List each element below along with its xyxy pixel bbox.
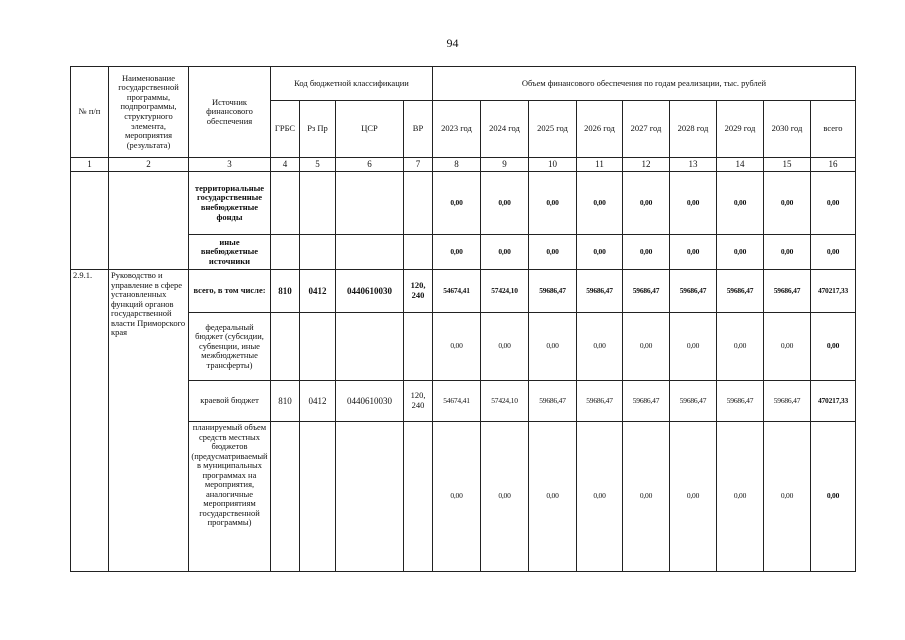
row-source: территориальные государственные внебюджетные фонды	[189, 172, 271, 235]
row-value: 0,00	[481, 172, 529, 235]
row-grbs	[271, 313, 300, 381]
row-vr	[404, 235, 433, 270]
header-year: 2025 год	[529, 101, 577, 158]
row-vr	[404, 313, 433, 381]
row-total: 0,00	[811, 172, 856, 235]
column-number-row	[71, 158, 856, 172]
header-year: 2027 год	[623, 101, 670, 158]
row-value: 0,00	[670, 313, 717, 381]
header-csr: ЦСР	[336, 101, 404, 158]
row-source: иные внебюджетные источники	[189, 235, 271, 270]
column-number: 13	[670, 158, 717, 172]
row-value: 59686,47	[764, 270, 811, 313]
row-value: 0,00	[481, 235, 529, 270]
row-vr	[404, 172, 433, 235]
row-rzpr: 0412	[300, 270, 336, 313]
row-value: 0,00	[577, 172, 623, 235]
row-rzpr	[300, 422, 336, 572]
row-value: 0,00	[717, 235, 764, 270]
row-value: 59686,47	[623, 381, 670, 422]
row-value: 0,00	[481, 422, 529, 572]
row-value: 0,00	[764, 422, 811, 572]
table-row	[71, 381, 856, 422]
row-value: 59686,47	[529, 270, 577, 313]
row-value: 0,00	[764, 313, 811, 381]
row-csr	[336, 172, 404, 235]
row-value: 0,00	[764, 172, 811, 235]
row-value: 0,00	[764, 235, 811, 270]
row-name: Руководство и управление в сфере установленных функций органов государственной власти Приморского края	[109, 270, 189, 572]
column-number: 10	[529, 158, 577, 172]
row-vr	[404, 422, 433, 572]
row-value: 0,00	[577, 313, 623, 381]
row-value: 0,00	[529, 235, 577, 270]
row-value: 59686,47	[670, 270, 717, 313]
row-rzpr: 0412	[300, 381, 336, 422]
row-value: 59686,47	[717, 381, 764, 422]
row-name	[109, 172, 189, 270]
row-total: 0,00	[811, 235, 856, 270]
header-budget-codes: Код бюджетной классификации	[271, 67, 433, 101]
row-value: 0,00	[433, 172, 481, 235]
table-row	[71, 270, 856, 313]
row-number: 2.9.1.	[71, 270, 109, 572]
row-grbs	[271, 172, 300, 235]
row-value: 0,00	[529, 172, 577, 235]
header-vr: ВР	[404, 101, 433, 158]
header-number: № п/п	[71, 67, 109, 158]
column-number: 15	[764, 158, 811, 172]
row-rzpr	[300, 172, 336, 235]
row-value: 59686,47	[717, 270, 764, 313]
row-value: 0,00	[433, 422, 481, 572]
row-source: планируемый объем средств местных бюджетов (предусматриваемый в муниципальных программах на мероприятия, аналогичные мероприятиям государственной программы)	[189, 422, 271, 572]
header-rzpr: Рз Пр	[300, 101, 336, 158]
row-value: 0,00	[717, 172, 764, 235]
header-grbs: ГРБС	[271, 101, 300, 158]
header-year: 2024 год	[481, 101, 529, 158]
row-value: 0,00	[623, 313, 670, 381]
row-source: краевой бюджет	[189, 381, 271, 422]
row-value: 59686,47	[529, 381, 577, 422]
row-value: 0,00	[433, 313, 481, 381]
column-number: 6	[336, 158, 404, 172]
row-vr: 120, 240	[404, 270, 433, 313]
header-source: Источник финансового обеспечения	[189, 67, 271, 158]
header-year: 2026 год	[577, 101, 623, 158]
row-csr: 0440610030	[336, 270, 404, 313]
column-number: 1	[71, 158, 109, 172]
row-value: 0,00	[481, 313, 529, 381]
row-total: 0,00	[811, 313, 856, 381]
row-value: 0,00	[623, 235, 670, 270]
row-value: 0,00	[623, 422, 670, 572]
column-number: 2	[109, 158, 189, 172]
row-value: 0,00	[529, 422, 577, 572]
header-year: 2023 год	[433, 101, 481, 158]
column-number: 7	[404, 158, 433, 172]
column-number: 11	[577, 158, 623, 172]
row-value: 54674,41	[433, 270, 481, 313]
column-number: 4	[271, 158, 300, 172]
header-total: всего	[811, 101, 856, 158]
row-value: 59686,47	[764, 381, 811, 422]
column-number: 16	[811, 158, 856, 172]
row-rzpr	[300, 313, 336, 381]
row-source: всего, в том числе:	[189, 270, 271, 313]
row-csr	[336, 235, 404, 270]
column-number: 8	[433, 158, 481, 172]
column-number: 3	[189, 158, 271, 172]
row-number	[71, 172, 109, 270]
row-value: 59686,47	[577, 381, 623, 422]
row-total: 470217,33	[811, 270, 856, 313]
row-value: 59686,47	[623, 270, 670, 313]
column-number: 9	[481, 158, 529, 172]
column-number: 14	[717, 158, 764, 172]
page-number: 94	[446, 36, 459, 50]
row-value: 59686,47	[577, 270, 623, 313]
column-number: 12	[623, 158, 670, 172]
row-value: 0,00	[577, 422, 623, 572]
row-value: 57424,10	[481, 381, 529, 422]
table-row	[71, 422, 856, 572]
row-total: 0,00	[811, 422, 856, 572]
header-year: 2028 год	[670, 101, 717, 158]
row-csr	[336, 313, 404, 381]
row-value: 59686,47	[670, 381, 717, 422]
row-grbs: 810	[271, 381, 300, 422]
row-value: 0,00	[577, 235, 623, 270]
row-value: 0,00	[670, 422, 717, 572]
row-vr: 120, 240	[404, 381, 433, 422]
row-grbs	[271, 235, 300, 270]
row-value: 0,00	[670, 235, 717, 270]
header-financing-volume: Объем финансового обеспечения по годам реализации, тыс. рублей	[433, 67, 856, 101]
row-grbs	[271, 422, 300, 572]
row-total: 470217,33	[811, 381, 856, 422]
row-rzpr	[300, 235, 336, 270]
row-value: 0,00	[433, 235, 481, 270]
header-row-groups	[71, 67, 856, 101]
budget-table	[70, 66, 856, 572]
row-value: 0,00	[670, 172, 717, 235]
row-grbs: 810	[271, 270, 300, 313]
row-source: федеральный бюджет (субсидии, субвенции, иные межбюджетные трансферты)	[189, 313, 271, 381]
row-csr	[336, 422, 404, 572]
row-csr: 0440610030	[336, 381, 404, 422]
row-value: 57424,10	[481, 270, 529, 313]
row-value: 0,00	[717, 422, 764, 572]
header-year: 2029 год	[717, 101, 764, 158]
row-value: 0,00	[717, 313, 764, 381]
table-row	[71, 313, 856, 381]
row-value: 0,00	[623, 172, 670, 235]
row-value: 0,00	[529, 313, 577, 381]
table-row	[71, 235, 856, 270]
header-name: Наименование государственной программы, подпрограммы, структурного элемента, мероприятия (результата)	[109, 67, 189, 158]
table-row	[71, 172, 856, 235]
row-value: 54674,41	[433, 381, 481, 422]
header-year: 2030 год	[764, 101, 811, 158]
column-number: 5	[300, 158, 336, 172]
